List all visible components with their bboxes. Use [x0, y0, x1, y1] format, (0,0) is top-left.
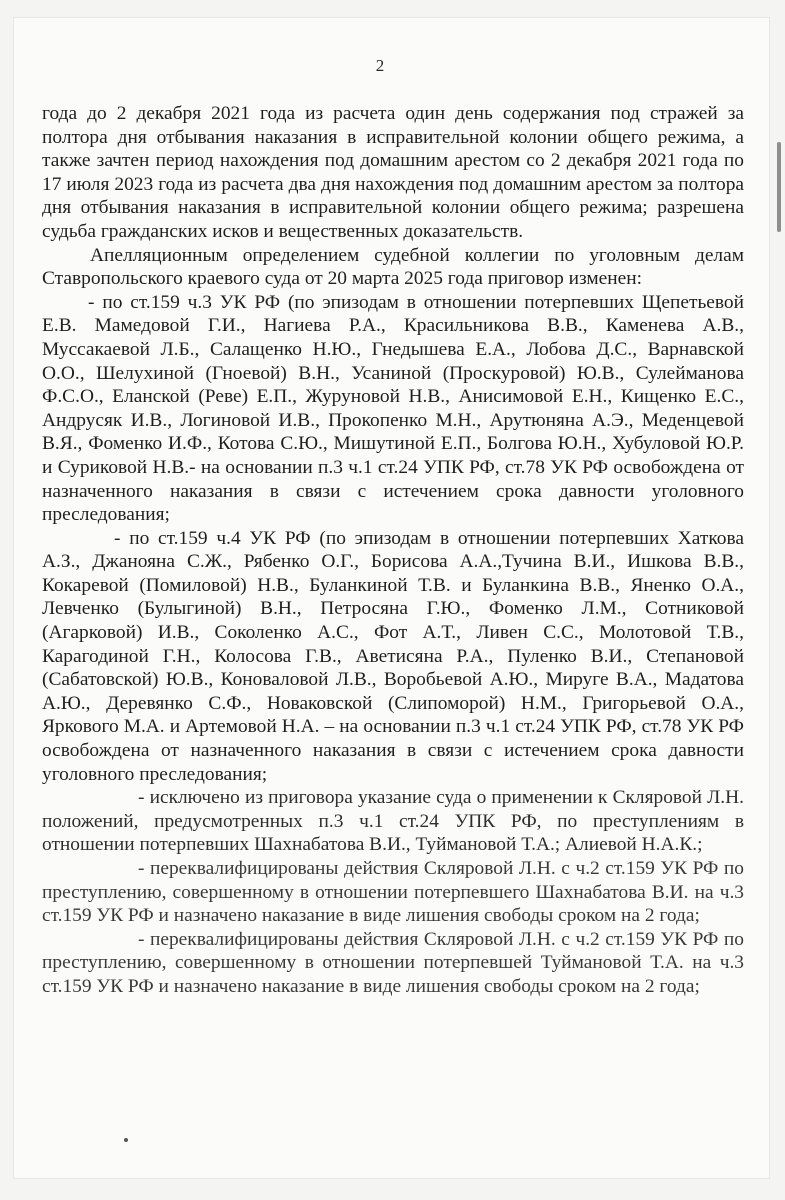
document-body: [42, 102, 744, 999]
paragraph-detention-credit: года до 2 декабря 2021 года из расчета один день содержания под стражей за полтора дня отбывания наказания в исправительной колонии общего режима, а также зачтен период нахождения под домашним арестом со 2 декабря 2021 года по 17 июля 2023 года из расчета два дня нахождения под домашним арестом за полтора дня отбывания наказания в исправительной колонии общего режима; разрешена судьба гражданских исков и вещественных доказательств.: [42, 103, 744, 242]
paragraph-appeal-ruling: Апелляционным определением судебной коллегии по уголовным делам Ставропольского краевого суда от 20 марта 2025 года приговор изменен:: [42, 244, 744, 290]
page-number: 2: [375, 56, 385, 75]
paragraph-article-159-part-4: - по ст.159 ч.4 УК РФ (по эпизодам в отношении потерпевших Хаткова А.З., Джанояна С.Ж., Рябенко О.Г., Борисова А.А.,Тучина В.И., Ишкова В.В., Кокаревой (Помиловой) Н.В., Буланкиной Т.В. и Буланкина В.В., Яненко О.А., Левченко (Булыгиной) В.Н., Петросяна Г.Ю., Фоменко Л.М., Сотниковой (Агарковой) И.В., Соколенко А.С., Фот А.Т., Ливен С.С., Молотовой Т.В., Карагодиной Г.Н., Колосова Г.В., Аветисяна Р.А., Пуленко В.И., Степановой (Сабатовской) Ю.В., Коноваловой Л.В., Воробьевой А.Ю., Мируге В.А., Мадатова А.Ю., Деревянко С.Ф., Новаковской (Слипоморой) Н.М., Григорьевой О.А., Яркового М.А. и Артемовой Н.А. – на основании п.3 ч.1 ст.24 УПК РФ, ст.78 УК РФ освобождена от назначенного наказания в связи с истечением срока давности уголовного преследования;: [42, 527, 744, 785]
scrollbar[interactable]: [777, 142, 781, 232]
paragraph-article-159-part-3: - по ст.159 ч.3 УК РФ (по эпизодам в отношении потерпевших Щепетьевой Е.В. Мамедовой Г.И., Нагиева Р.А., Красильникова В.В., Каменева А.В., Муссакаевой Л.Б., Салащенко Н.Ю., Гнедышева Е.А., Лобова Д.С., Варнавской О.О., Шелухиной (Гноевой) В.Н., Усаниной (Проскуровой) Ю.В., Сулейманова Ф.С.О., Еланской (Реве) Е.П., Журуновой Н.В., Анисимовой Е.Н., Кищенко Е.С., Андрусяк И.В., Логиновой И.В., Прокопенко М.Н., Арутюняна А.Э., Меденцевой В.Я., Фоменко И.Ф., Котова С.Ю., Мишутиной Е.П., Болгова Ю.Н., Хубуловой Ю.Р. и Суриковой Н.В.- на основании п.3 ч.1 ст.24 УПК РФ, ст.78 УК РФ освобождена от назначенного наказания в связи с истечением срока давности уголовного преследования;: [42, 291, 744, 526]
paragraph-requalification-shakhnabatov: - переквалифицированы действия Скляровой Л.Н. с ч.2 ст.159 УК РФ по преступлению, совершенному в отношении потерпевшего Шахнабатова В.И. на ч.3 ст.159 УК РФ и назначено наказание в виде лишения свободы сроком на 2 года;: [42, 858, 744, 927]
paragraph-exclusion: - исключено из приговора указание суда о применении к Скляровой Л.Н. положений, предусмотренных п.3 ч.1 ст.24 УПК РФ, по преступлениям в отношении потерпевших Шахнабатова В.И., Туймановой Т.А.; Алиевой Н.А.К.;: [42, 787, 744, 856]
speck-mark: [124, 1138, 128, 1142]
paragraph-requalification-tuymanova: - переквалифицированы действия Скляровой Л.Н. с ч.2 ст.159 УК РФ по преступлению, совершенному в отношении потерпевшей Туймановой Т.А. на ч.3 ст.159 УК РФ и назначено наказание в виде лишения свободы сроком на 2 года;: [42, 928, 744, 997]
